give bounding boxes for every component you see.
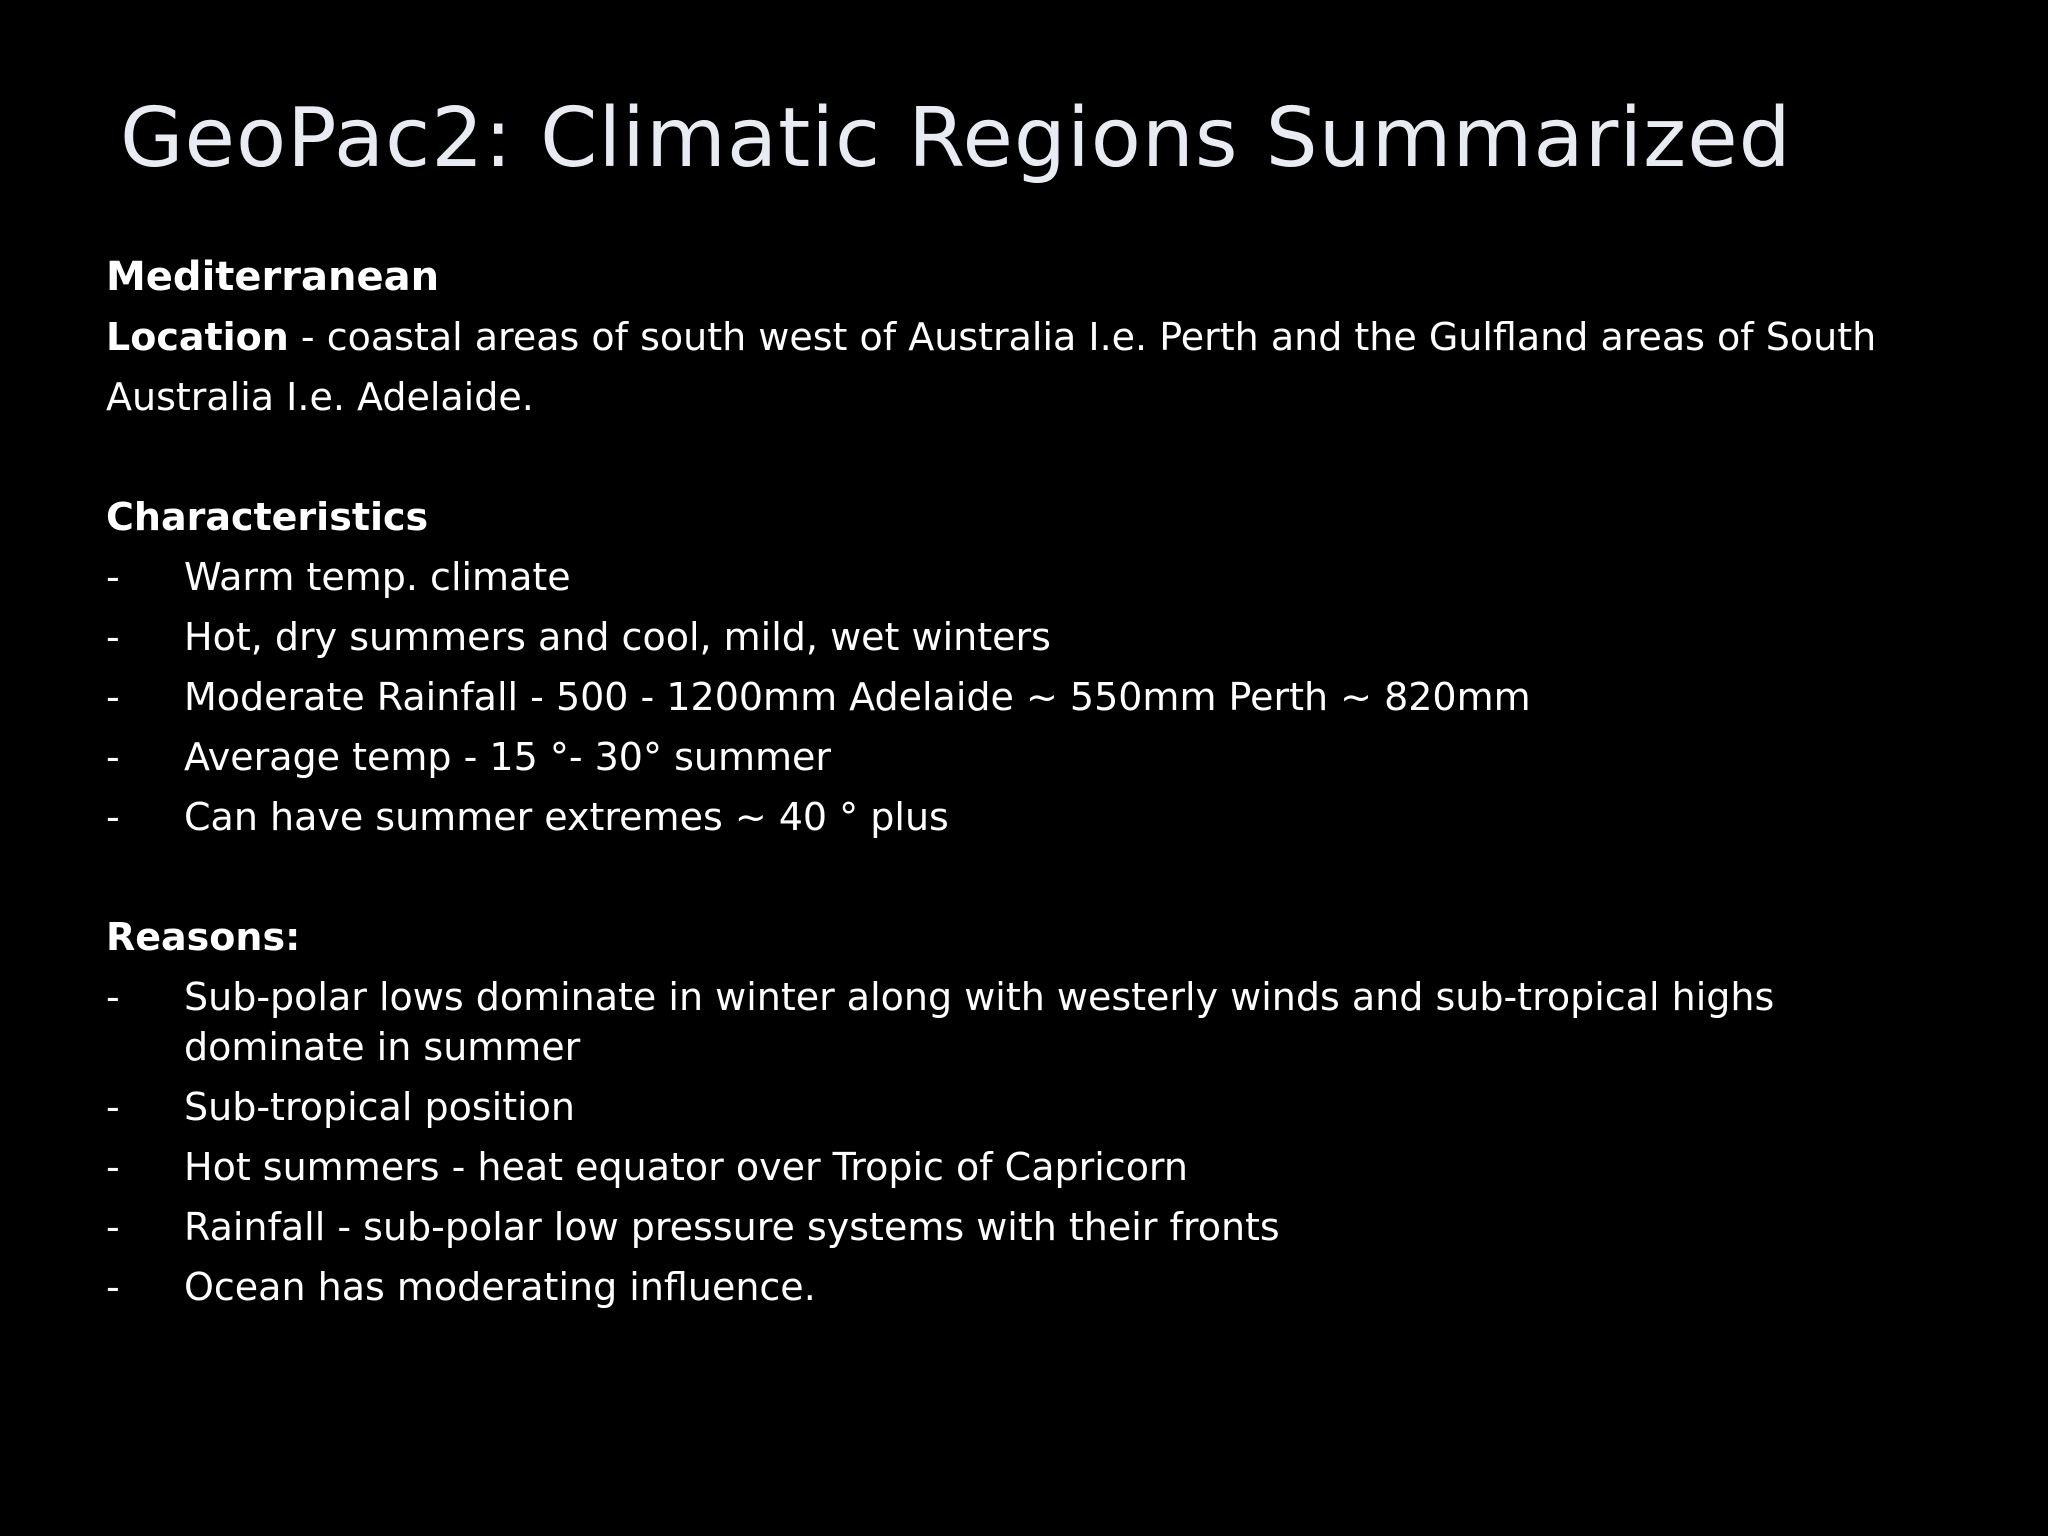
bullet-dash: - <box>106 615 120 659</box>
list-item <box>106 967 1966 1077</box>
bullet-dash: - <box>106 735 120 779</box>
characteristics-heading: Characteristics <box>106 495 429 539</box>
list-item-text: Average temp - 15 °- 30° summer <box>184 735 831 779</box>
list-item <box>106 667 1966 727</box>
slide-title: GeoPac2: Climatic Regions Summarized <box>120 91 1792 186</box>
list-item-text: Ocean has moderating influence. <box>184 1265 816 1309</box>
list-item <box>106 1257 1966 1317</box>
characteristics-list <box>106 547 1966 847</box>
location-label: Location <box>106 315 289 359</box>
list-item <box>106 1077 1966 1137</box>
list-item-text: Sub-polar lows dominate in winter along with westerly winds and sub-tropical highs dominate in summer <box>184 975 1775 1069</box>
slide-body <box>106 247 1966 1317</box>
location-paragraph <box>106 307 1966 427</box>
list-item-text: Can have summer extremes ~ 40 ° plus <box>184 795 949 839</box>
region-heading: Mediterranean <box>106 254 440 300</box>
list-item <box>106 727 1966 787</box>
list-item-text: Sub-tropical position <box>184 1085 575 1129</box>
location-text: - coastal areas of south west of Australia I.e. Perth and the Gulfland areas of South Australia I.e. Adelaide. <box>106 315 1877 419</box>
list-item <box>106 787 1966 847</box>
bullet-dash: - <box>106 1085 120 1129</box>
list-item <box>106 1137 1966 1197</box>
list-item-text: Warm temp. climate <box>184 555 571 599</box>
bullet-dash: - <box>106 1205 120 1249</box>
bullet-dash: - <box>106 975 120 1019</box>
list-item <box>106 1197 1966 1257</box>
list-item-text: Hot summers - heat equator over Tropic of Capricorn <box>184 1145 1188 1189</box>
list-item <box>106 607 1966 667</box>
bullet-dash: - <box>106 1145 120 1189</box>
list-item-text: Moderate Rainfall - 500 - 1200mm Adelaide ~ 550mm Perth ~ 820mm <box>184 675 1531 719</box>
bullet-dash: - <box>106 675 120 719</box>
reasons-heading: Reasons: <box>106 915 301 959</box>
list-item <box>106 547 1966 607</box>
bullet-dash: - <box>106 795 120 839</box>
bullet-dash: - <box>106 1265 120 1309</box>
list-item-text: Rainfall - sub-polar low pressure systems with their fronts <box>184 1205 1280 1249</box>
bullet-dash: - <box>106 555 120 599</box>
list-item-text: Hot, dry summers and cool, mild, wet winters <box>184 615 1051 659</box>
reasons-list <box>106 967 1966 1317</box>
